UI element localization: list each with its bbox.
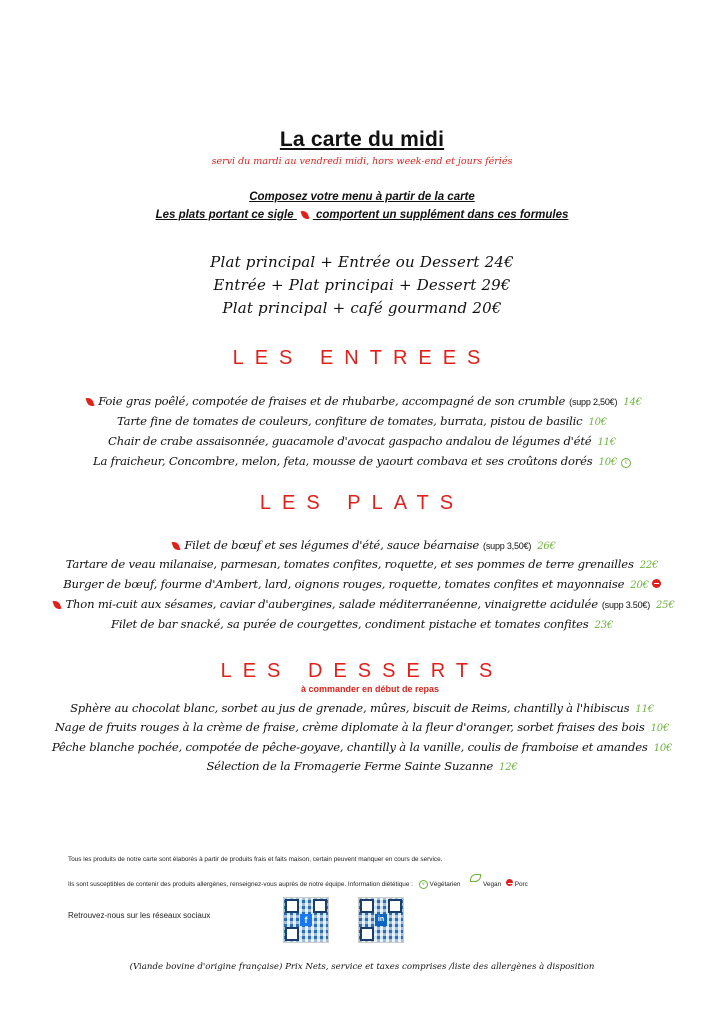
dish-price: 11€ xyxy=(597,437,616,448)
footer-fresh-products: Tous les produits de notre carte sont élaborés à partir de produits frais et faits maison, certain peuvent manquer en cours de service. xyxy=(68,856,443,863)
dish-price: 25€ xyxy=(656,600,675,611)
dish-plat-5 xyxy=(0,617,724,631)
dish-text: Tarte fine de tomates de couleurs, confiture de tomates, burrata, pistou de basilic xyxy=(117,414,583,428)
dish-text: Tartare de veau milanaise, parmesan, tomates confites, roquette, et ses pommes de terre grenailles xyxy=(65,557,634,571)
dish-text: Pêche blanche pochée, compotée de pêche-goyave, chantilly à la vanille, coulis de framboise et amandes xyxy=(51,740,648,754)
dish-supplement: (supp 2,50€) xyxy=(569,397,618,407)
dish-entree-3 xyxy=(0,434,724,448)
formula-3: Plat principal + café gourmand 20€ xyxy=(222,299,502,317)
dish-price: 20€ xyxy=(630,580,649,591)
dish-entree-1 xyxy=(0,394,724,408)
linkedin-icon: in xyxy=(375,914,387,926)
supplement-leaf-icon xyxy=(172,540,181,551)
dish-text: Filet de bœuf et ses légumes d'été, sauce béarnaise xyxy=(184,538,480,552)
diet-vegetarian-label: Végétarien xyxy=(429,881,461,888)
legal-notice: (Viande bovine d'origine française) Prix Nets, service et taxes comprises /liste des allergènes à disposition xyxy=(129,962,595,972)
pork-icon xyxy=(652,579,661,588)
dish-text: Thon mi-cuit aux sésames, caviar d'aubergines, salade méditerranéenne, vinaigrette acidulée xyxy=(65,597,598,611)
dish-dessert-1 xyxy=(0,701,724,715)
section-heading-entrees: LES ENTREES xyxy=(232,347,492,369)
footer-allergens xyxy=(68,874,528,889)
dish-price: 23€ xyxy=(594,620,613,631)
diet-vegan-label: Vegan xyxy=(483,881,502,888)
dish-text: La fraicheur, Concombre, melon, feta, mousse de yaourt combava et ses croûtons dorés xyxy=(92,454,593,468)
page-title: La carte du midi xyxy=(279,128,445,151)
dish-text: Foie gras poêlé, compotée de fraises et de rhubarbe, accompagné de son crumble xyxy=(98,394,566,408)
dish-text: Nage de fruits rouges à la crème de fraise, crème diplomate à la fleur d'oranger, sorbet fraises des bois xyxy=(54,720,645,734)
supplement-leaf-icon xyxy=(300,209,309,220)
dish-price: 26€ xyxy=(537,541,556,552)
dish-text: Filet de bar snacké, sa purée de courgettes, condiment pistache et tomates confites xyxy=(111,617,589,631)
diet-pork-label: Porc xyxy=(514,881,528,888)
dish-price: 10€ xyxy=(588,417,607,428)
pork-icon xyxy=(506,879,513,886)
dish-dessert-3 xyxy=(0,740,724,754)
facebook-qr-code[interactable] xyxy=(283,897,329,943)
dish-text: Sélection de la Fromagerie Ferme Sainte Suzanne xyxy=(206,759,494,773)
vegan-icon xyxy=(470,874,481,882)
dish-price: 10€ xyxy=(650,723,670,734)
supplement-sigle-line xyxy=(0,209,724,221)
dish-price: 12€ xyxy=(499,762,518,773)
section-heading-desserts: LES DESSERTS xyxy=(220,660,504,682)
dish-plat-3 xyxy=(0,577,724,591)
vegetarian-icon: v xyxy=(419,880,428,889)
dish-entree-2 xyxy=(0,414,724,428)
sigle-after-text: comportent un supplément dans ces formules xyxy=(316,209,569,221)
dish-price: 10€ xyxy=(598,457,618,468)
footer-allergen-text: Ils sont susceptibles de contenir des produits allergènes, renseignez-vous auprès de notre équipe. Information diététique : xyxy=(68,881,413,888)
vegetarian-icon: v xyxy=(621,458,631,468)
dish-price: 11€ xyxy=(635,704,654,715)
service-hours: servi du mardi au vendredi midi, hors week-end et jours fériés xyxy=(211,156,513,167)
supplement-leaf-icon xyxy=(86,396,95,407)
dish-plat-2 xyxy=(0,557,724,571)
dish-supplement: (supp 3,50€) xyxy=(483,541,532,551)
dish-plat-4 xyxy=(0,597,724,611)
formula-1: Plat principal + Entrée ou Dessert 24€ xyxy=(210,253,514,271)
compose-instruction: Composez votre menu à partir de la carte xyxy=(249,191,475,203)
facebook-icon: f xyxy=(300,914,312,926)
formula-2: Entrée + Plat principai + Dessert 29€ xyxy=(213,276,511,294)
dessert-order-note: à commander en début de repas xyxy=(300,684,440,694)
dish-supplement: (supp 3.50€) xyxy=(601,600,651,610)
supplement-leaf-icon xyxy=(53,599,62,610)
dish-price: 14€ xyxy=(623,397,642,408)
dish-entree-4 xyxy=(0,454,724,468)
dish-text: Burger de bœuf, fourme d'Ambert, lard, oignons rouges, roquette, tomates confites et mayonnaise xyxy=(63,577,625,591)
section-heading-plats: LES PLATS xyxy=(259,492,465,514)
linkedin-qr-code[interactable] xyxy=(358,897,404,943)
dish-price: 22€ xyxy=(639,560,659,571)
dish-plat-1 xyxy=(0,538,724,552)
social-media-invite: Retrouvez-nous sur les réseaux sociaux xyxy=(68,911,211,920)
dish-dessert-4 xyxy=(0,759,724,773)
dish-dessert-2 xyxy=(0,720,724,734)
sigle-before-text: Les plats portant ce sigle xyxy=(155,209,294,221)
dish-text: Sphère au chocolat blanc, sorbet au jus de grenade, mûres, biscuit de Reims, chantilly à l'hibiscus xyxy=(70,701,630,715)
dish-text: Chair de crabe assaisonnée, guacamole d'avocat gaspacho andalou de légumes d'été xyxy=(108,434,592,448)
dish-price: 10€ xyxy=(653,743,673,754)
